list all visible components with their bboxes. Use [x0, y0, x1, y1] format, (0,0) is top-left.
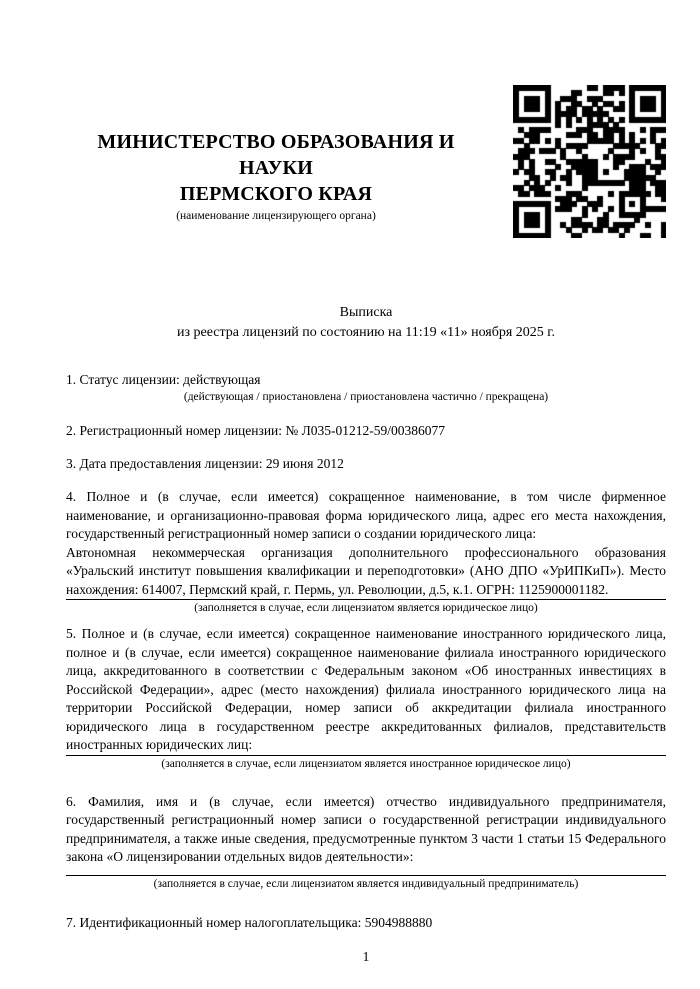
- item-4-legal-entity: [66, 488, 666, 617]
- item-3-license-date: [66, 454, 666, 473]
- item-5-text: 5. Полное и (в случае, если имеется) сокращенное наименование иностранного юридического лица, полное и (в случае, если имеется) сокращенное наименование филиала иностранного юридического лица, аккредитованного в соответствии с Федеральным законом «Об иностранных инвестициях в Российской Федерации», адрес (место нахождения) филиала иностранного юридического лица на территории Российской Федерации, номер записи об аккредитации филиала иностранного юридического лица в государственном реестре аккредитованных филиалов, представительств иностранных юридических лиц:: [66, 626, 666, 752]
- item-2-text: 2. Регистрационный номер лицензии: № Л035-01212-59/00386077: [66, 423, 446, 438]
- ministry-name-line1: МИНИСТЕРСТВО ОБРАЗОВАНИЯ И НАУКИ: [97, 131, 455, 179]
- item-7-taxpayer-number: [66, 913, 666, 932]
- document-title-line2: из реестра лицензий по состоянию на 11:19 «11» ноября 2025 г.: [177, 324, 555, 340]
- qr-code-icon: [513, 85, 666, 238]
- item-6-text: 6. Фамилия, имя и (в случае, если имеется) отчество индивидуального предпринимателя, государственный регистрационный номер записи о государственной регистрации индивидуального предпринимателя, а также иные сведения, предусмотренные пунктом 3 части 1 статьи 15 Федерального закона «О лицензировании отдельных видов деятельности»:: [66, 793, 666, 864]
- item-4-text: 4. Полное и (в случае, если имеется) сокращенное наименование, в том числе фирменное наименование, и организационно-правовая форма юридического лица, адрес его места нахождения, государственный регистрационный номер записи о создании юридического лица:: [66, 489, 666, 541]
- ministry-caption: (наименование лицензирующего органа): [176, 210, 376, 222]
- page-number: 1: [362, 948, 370, 964]
- item-4-value: Автономная некоммерческая организация дополнительного профессионального образования «Уральский институт повышения квалификации и переподготовки» (АНО ДПО «УрИПКиП»). Место нахождения: 614007, Пермский край, г. Пермь, ул. Революции, д.5, к.1. ОГРН: 1125900001182.: [66, 544, 666, 597]
- item-6-individual-entrepreneur: [66, 793, 666, 893]
- item-1-note: (действующая / приостановлена / приостановлена частично / прекращена): [183, 391, 549, 403]
- item-1-license-status: [66, 370, 666, 406]
- document-title-line1: Выписка: [339, 305, 393, 320]
- item-1-text: 1. Статус лицензии: действующая: [66, 372, 261, 387]
- ministry-name-line2: ПЕРМСКОГО КРАЯ: [179, 183, 373, 205]
- document-title: [66, 303, 666, 342]
- document-header: [66, 85, 666, 239]
- item-3-text: 3. Дата предоставления лицензии: 29 июня 2012: [66, 456, 344, 471]
- item-2-registration-number: [66, 421, 666, 440]
- licensing-authority-block: [66, 129, 486, 222]
- item-4-note: (заполняется в случае, если лицензиатом является юридическое лицо): [194, 602, 538, 614]
- item-7-text: 7. Идентификационный номер налогоплательщика: 5904988880: [66, 914, 433, 930]
- item-6-note: (заполняется в случае, если лицензиатом является индивидуальный предприниматель): [153, 877, 579, 890]
- item-5-note: (заполняется в случае, если лицензиатом является иностранное юридическое лицо): [161, 757, 571, 770]
- item-5-foreign-entity: [66, 625, 666, 773]
